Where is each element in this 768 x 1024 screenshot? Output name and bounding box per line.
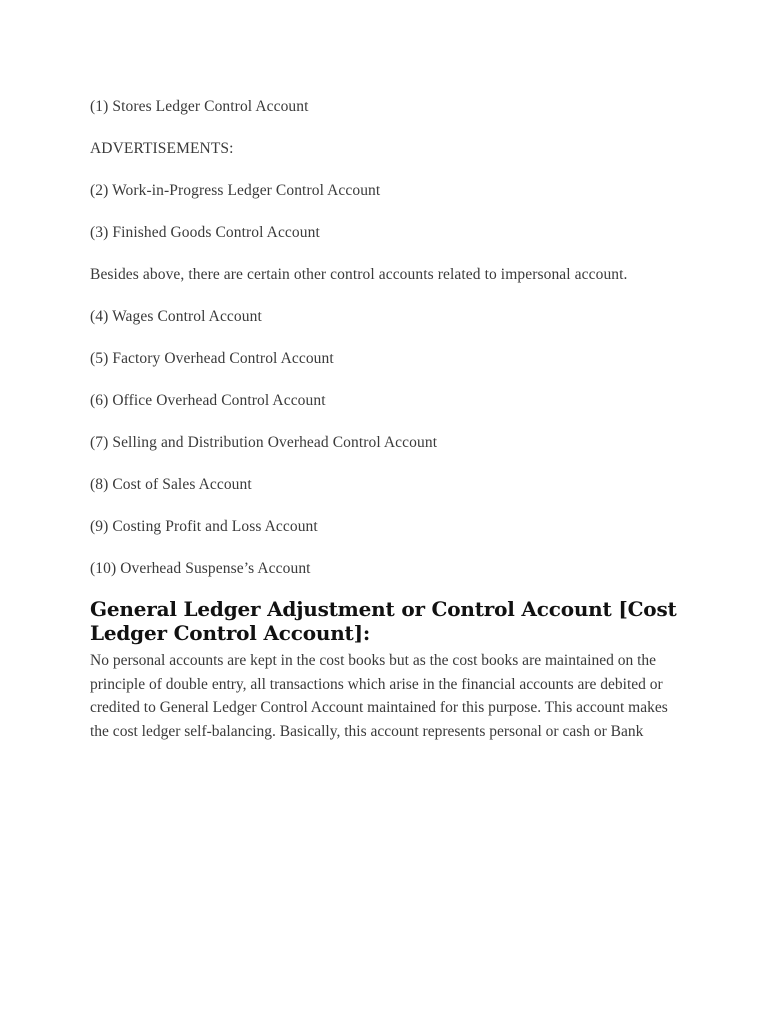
advertisements-label: ADVERTISEMENTS: [90,140,234,157]
list-item-finished-goods: (3) Finished Goods Control Account [90,224,320,241]
list-item-selling-distribution: (7) Selling and Distribution Overhead Control Account [90,434,438,451]
list-item-work-in-progress: (2) Work-in-Progress Ledger Control Account [90,182,381,199]
section-heading: General Ledger Adjustment or Control Account [Cost Ledger Control Account]: [90,597,677,645]
document-body [90,97,690,743]
list-item-factory-overhead: (5) Factory Overhead Control Account [90,350,334,367]
list-item-office-overhead: (6) Office Overhead Control Account [90,392,326,409]
list-item-overhead-suspense: (10) Overhead Suspense’s Account [90,560,311,577]
list-item-cost-of-sales: (8) Cost of Sales Account [90,476,252,493]
besides-note: Besides above, there are certain other control accounts related to impersonal account. [90,266,628,283]
section-paragraph: No personal accounts are kept in the cost books but as the cost books are maintained on the principle of double entry, all transactions which arise in the financial accounts are debited or credited to General Ledger Control Account maintained for this purpose. This account makes the cost ledger self-balancing. Basically, this account represents personal or cash or Bank [90,652,668,740]
list-item-stores-ledger: (1) Stores Ledger Control Account [90,98,309,115]
list-item-wages: (4) Wages Control Account [90,308,262,325]
list-item-costing-profit-loss: (9) Costing Profit and Loss Account [90,518,318,535]
